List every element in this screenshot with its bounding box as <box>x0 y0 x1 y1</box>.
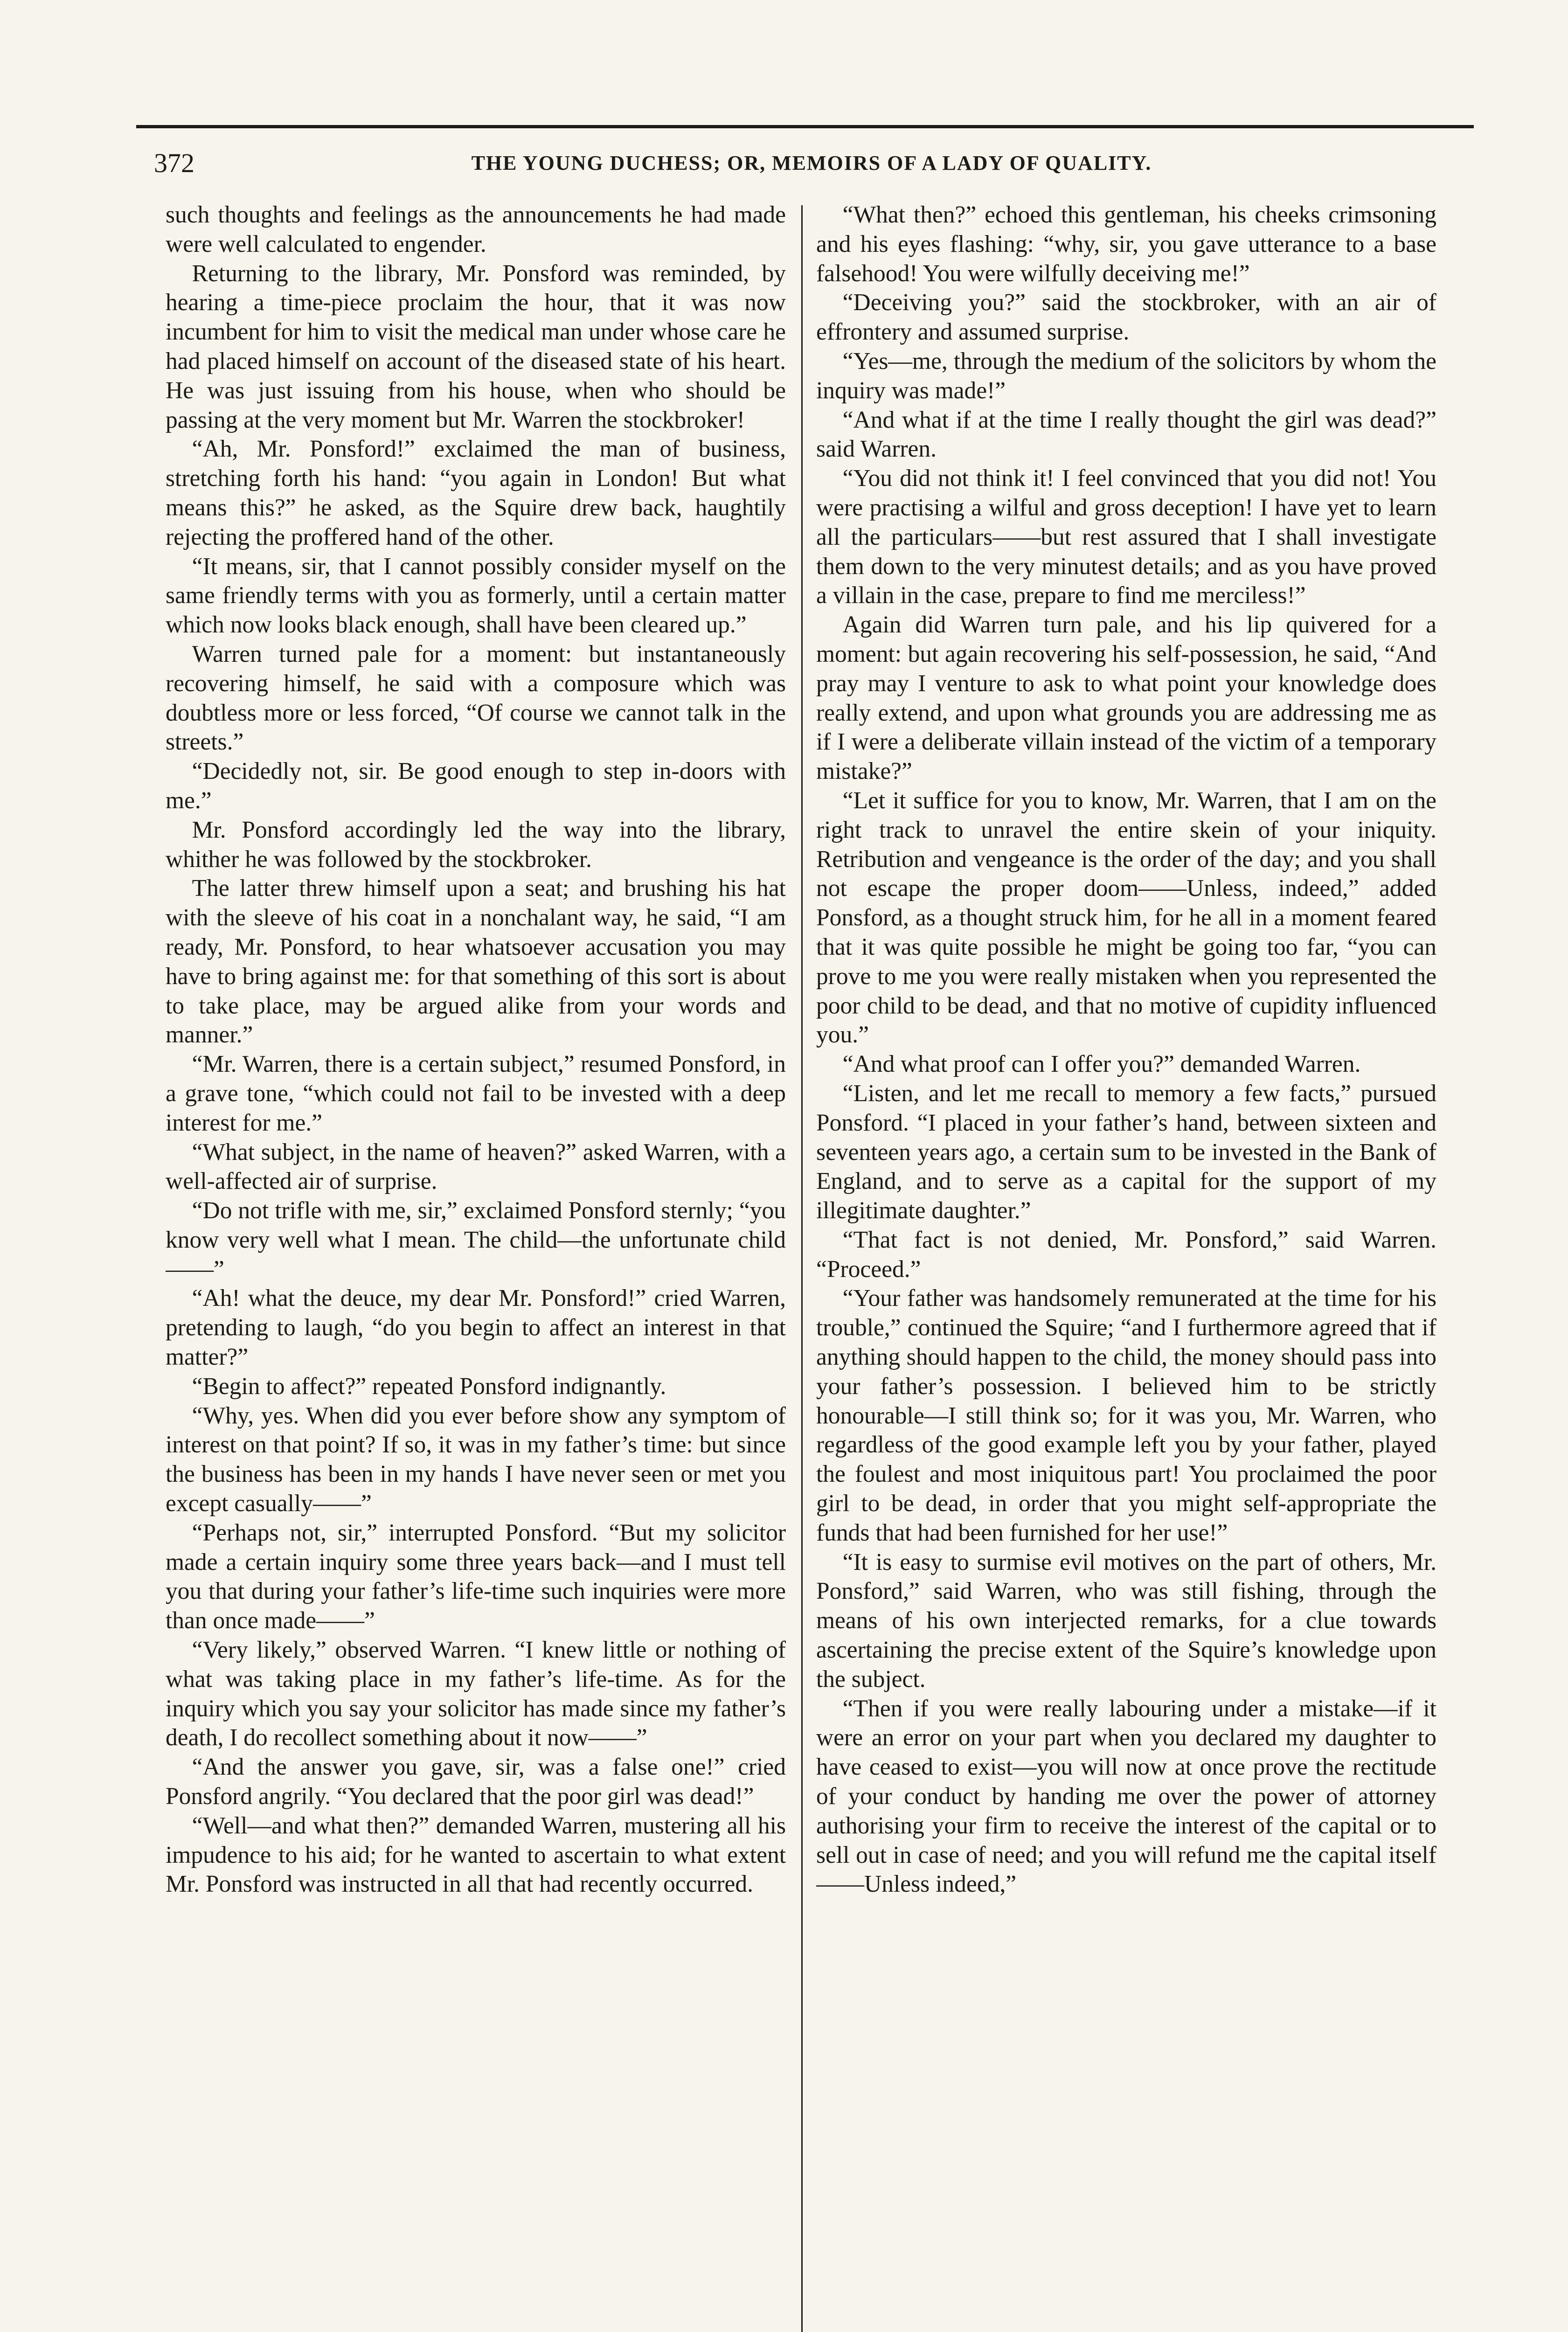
right-column <box>816 201 1436 2332</box>
paragraph: “That fact is not denied, Mr. Ponsford,” said Warren. “Proceed.” <box>816 1226 1436 1283</box>
paragraph: “It means, sir, that I cannot possibly consider myself on the same friendly terms with you as formerly, until a certain matter which now looks black enough, shall have been cleared up.” <box>166 553 786 639</box>
paragraph: Mr. Ponsford accordingly led the way into the library, whither he was followed by the stockbroker. <box>166 816 786 873</box>
paragraph: “Yes—me, through the medium of the solicitors by whom the inquiry was made!” <box>816 347 1436 404</box>
paragraph: “Ah! what the deuce, my dear Mr. Ponsford!” cried Warren, pretending to laugh, “do you begin to affect an interest in that matter?” <box>166 1285 786 1371</box>
running-head: THE YOUNG DUCHESS; OR, MEMOIRS OF A LADY OF QUALITY. <box>471 152 1152 174</box>
top-rule <box>136 125 1474 128</box>
paragraph: “Very likely,” observed Warren. “I knew little or nothing of what was taking place in my father’s life-time. As for the inquiry which you say your solicitor has made since my father’s death, I do recollect something about it now——” <box>166 1637 786 1751</box>
paragraph: “Your father was handsomely remunerated at the time for his trouble,” continued the Squire; “and I furthermore agreed that if anything should happen to the child, the money should pass into your father’s possession. I believed him to be strictly honourable—I still think so; for it was you, Mr. Warren, who regardless of the good example left you by your father, played the foulest and most iniquitous part! You proclaimed the poor girl to be dead, in order that you might self-appropriate the funds that had been furnished for her use!” <box>816 1285 1436 1546</box>
paragraph: “What then?” echoed this gentleman, his cheeks crimsoning and his eyes flashing: “why, sir, you gave utterance to a base falsehood! You were wilfully deceiving me!” <box>816 201 1436 287</box>
paragraph: “Mr. Warren, there is a certain subject,” resumed Ponsford, in a grave tone, “which could not fail to be invested with a deep interest for me.” <box>166 1051 786 1136</box>
paragraph: “Listen, and let me recall to memory a few facts,” pursued Ponsford. “I placed in your father’s hand, between sixteen and seventeen years ago, a certain sum to be invested in the Bank of England, and to serve as a capital for the support of my illegitimate daughter.” <box>816 1080 1436 1224</box>
left-column <box>166 201 786 2332</box>
paragraph: “And what proof can I offer you?” demanded Warren. <box>842 1051 1361 1078</box>
paragraph: “Decidedly not, sir. Be good enough to step in-doors with me.” <box>166 758 786 814</box>
paragraph: “Ah, Mr. Ponsford!” exclaimed the man of business, stretching forth his hand: “you again in London! But what means this?” he asked, as the Squire drew back, haughtily rejecting the proffered hand of the other. <box>166 436 786 550</box>
page-number: 372 <box>154 148 194 178</box>
paragraph: “Then if you were really labouring under a mistake—if it were an error on your part when you declared my daughter to have ceased to exist—you will now at once prove the rectitude of your conduct by handing me over the power of attorney authorising your firm to receive the interest of the capital or to sell out in case of need; and you will refund me the capital itself——Unless indeed,” <box>816 1695 1436 1898</box>
paragraph: such thoughts and feelings as the announcements he had made were well calculated to engender. <box>166 201 786 257</box>
paragraph: “It is easy to surmise evil motives on the part of others, Mr. Ponsford,” said Warren, who was still fishing, through the means of his own interjected remarks, for a clue towards ascertaining the precise extent of the Squire’s knowledge upon the subject. <box>816 1548 1436 1693</box>
paragraph: “Deceiving you?” said the stockbroker, with an air of effrontery and assumed surprise. <box>816 289 1436 346</box>
paragraph: “And the answer you gave, sir, was a false one!” cried Ponsford angrily. “You declared that the poor girl was dead!” <box>166 1754 786 1810</box>
column-divider <box>801 205 803 2332</box>
paragraph: Again did Warren turn pale, and his lip quivered for a moment: but again recovering his self-possession, he said, “And pray may I venture to ask to what point your knowledge does really extend, and upon what grounds you are addressing me as if I were a deliberate villain instead of the victim of a temporary mistake?” <box>816 611 1436 785</box>
paragraph: “Do not trifle with me, sir,” exclaimed Ponsford sternly; “you know very well what I mean. The child—the unfortunate child——” <box>166 1197 786 1283</box>
paragraph: “Let it suffice for you to know, Mr. Warren, that I am on the right track to unravel the entire skein of your iniquity. Retribution and vengeance is the order of the day; and you shall not escape the proper doom——Unless, indeed,” added Ponsford, as a thought struck him, for he all in a moment feared that it was quite possible he might be going too far, “you can prove to me you were really mistaken when you represented the poor child to be dead, and that no motive of cupidity influenced you.” <box>816 787 1436 1048</box>
paragraph: “Begin to affect?” repeated Ponsford indignantly. <box>192 1373 666 1400</box>
paragraph: “Well—and what then?” demanded Warren, mustering all his impudence to his aid; for he wanted to ascertain to what extent Mr. Ponsford was instructed in all that had recently occurred. <box>166 1812 786 1898</box>
paragraph: “And what if at the time I really thought the girl was dead?” said Warren. <box>816 406 1436 463</box>
paragraph: Warren turned pale for a moment: but instantaneously recovering himself, he said with a composure which was doubtless more or less forced, “Of course we cannot talk in the streets.” <box>166 640 786 756</box>
paragraph: “Why, yes. When did you ever before show any symptom of interest on that point? If so, it was in my father’s time: but since the business has been in my hands I have never seen or met you except casually——” <box>166 1402 786 1517</box>
paragraph: “You did not think it! I feel convinced that you did not! You were practising a wilful and gross deception! I have yet to learn all the particulars——but rest assured that I shall investigate them down to the very minutest details; and as you have proved a villain in the case, prepare to find me merciless!” <box>816 465 1436 609</box>
paragraph: The latter threw himself upon a seat; and brushing his hat with the sleeve of his coat in a nonchalant way, he said, “I am ready, Mr. Ponsford, to hear whatsoever accusation you may have to bring against me: for that something of this sort is about to take place, may be argued alike from your words and manner.” <box>166 875 786 1048</box>
paragraph: Returning to the library, Mr. Ponsford was reminded, by hearing a time-piece proclaim the hour, that it was now incumbent for him to visit the medical man under whose care he had placed himself on account of the diseased state of his heart. He was just issuing from his house, when who should be passing at the very moment but Mr. Warren the stockbroker! <box>166 260 786 433</box>
paragraph: “Perhaps not, sir,” interrupted Ponsford. “But my solicitor made a certain inquiry some three years back—and I must tell you that during your father’s life-time such inquiries were more than once made——” <box>166 1519 786 1634</box>
paragraph: “What subject, in the name of heaven?” asked Warren, with a well-affected air of surprise. <box>166 1138 786 1195</box>
page-header <box>154 145 1469 182</box>
